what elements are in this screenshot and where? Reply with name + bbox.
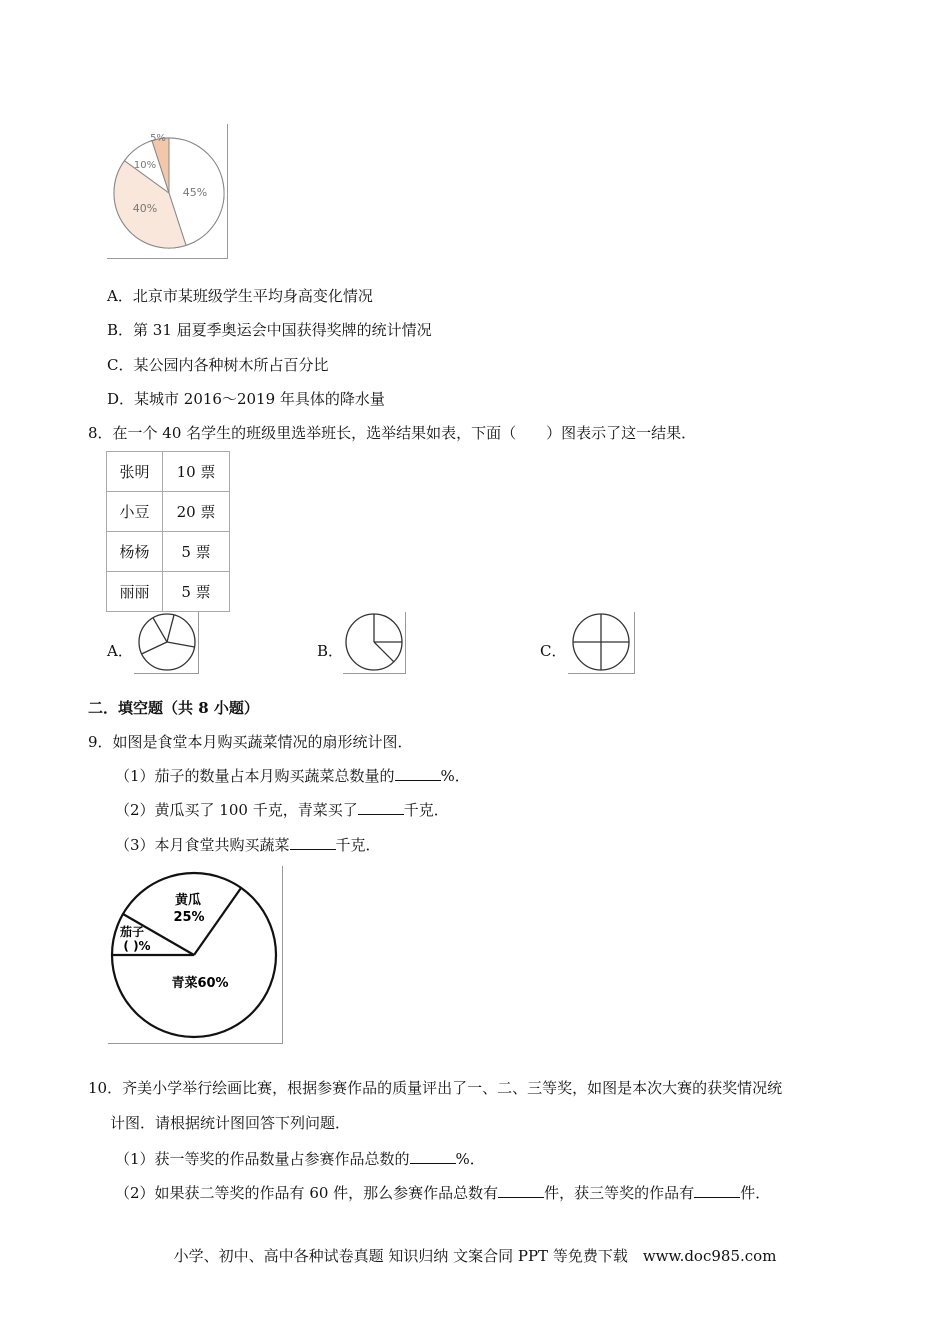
q9-sub1-unit: %． [440, 767, 470, 785]
q9-pie-chart [108, 866, 282, 1043]
q9-sub3 [115, 835, 381, 855]
q10-sub2-blank-total[interactable] [498, 1183, 544, 1198]
q10-sub1-unit: %． [455, 1150, 485, 1168]
q9-label-greens: 青菜60% [171, 976, 229, 991]
table-cell-votes: 5 票 [163, 572, 230, 612]
q7-slice-label-10: 10% [133, 160, 157, 171]
q10-sub2-text-c: 件． [740, 1184, 771, 1202]
q8-b-divider [374, 642, 394, 662]
table-cell-votes: 5 票 [163, 532, 230, 572]
q8-option-b-chart-frame [343, 612, 406, 674]
q8-option-c-label: C． [540, 642, 567, 660]
q9-sub2-unit: 千克． [403, 801, 449, 819]
q8-option-b-label: B． [317, 642, 344, 660]
q9-sub3-text: （3）本月食堂共购买蔬菜 [115, 836, 290, 854]
table-row [107, 452, 230, 492]
q7-slice-label-45: 45% [182, 186, 208, 199]
q8-option-b-chart [343, 612, 405, 673]
q7-option-a: A．北京市某班级学生平均身高变化情况 [107, 287, 373, 305]
q8-a-divider [153, 618, 167, 642]
q9-pie-chart-frame [108, 866, 283, 1044]
q9-sub2 [115, 800, 449, 820]
q9-label-cucumber-name: 黄瓜 [174, 893, 202, 908]
table-cell-name: 杨杨 [107, 532, 163, 572]
q8-option-c-chart-frame [568, 612, 635, 674]
q7-pie-chart-frame [107, 124, 228, 259]
q8-a-divider [167, 642, 195, 647]
q10-sub2-blank-third[interactable] [694, 1183, 740, 1198]
q9-sub3-unit: 千克． [335, 836, 381, 854]
table-cell-name: 张明 [107, 452, 163, 492]
q10-sub1 [115, 1149, 485, 1169]
table-cell-name: 丽丽 [107, 572, 163, 612]
q9-label-eggplant-pct: ( )% [123, 939, 151, 953]
q7-option-d: D．某城市 2016～2019 年具体的降水量 [107, 390, 385, 408]
q8-option-a-chart [134, 612, 198, 673]
q9-sub2-text: （2）黄瓜买了 100 千克，青菜买了 [115, 801, 358, 819]
q9-sub3-blank[interactable] [290, 835, 336, 850]
q9-sub1 [115, 766, 470, 786]
q9-sub2-blank[interactable] [358, 800, 404, 815]
q9-sub1-blank[interactable] [395, 766, 441, 781]
q7-option-b: B．第 31 届夏季奥运会中国获得奖牌的统计情况 [107, 321, 432, 339]
q10-sub2-text-a: （2）如果获二等奖的作品有 60 件，那么参赛作品总数有 [115, 1184, 499, 1202]
q8-a-divider [142, 642, 168, 654]
table-cell-votes: 10 票 [163, 452, 230, 492]
q7-option-c: C．某公园内各种树木所占百分比 [107, 356, 329, 374]
table-row [107, 492, 230, 532]
q10-sub2-text-b: 件，获三等奖的作品有 [544, 1184, 695, 1202]
q7-slice-label-40: 40% [132, 202, 158, 215]
q7-pie-chart [107, 124, 227, 258]
q10-stem-line1: 10．齐美小学举行绘画比赛，根据参赛作品的质量评出了一、二、三等奖，如图是本次大赛的获奖情况统 [88, 1079, 783, 1097]
table-cell-votes: 20 票 [163, 492, 230, 532]
q10-sub1-blank[interactable] [410, 1149, 456, 1164]
q8-a-divider [167, 615, 174, 642]
q10-sub1-text: （1）获一等奖的作品数量占参赛作品总数的 [115, 1150, 410, 1168]
q8-option-c-chart [568, 612, 634, 673]
q9-sub1-text: （1）茄子的数量占本月购买蔬菜总数量的 [115, 767, 395, 785]
q7-slice-label-5: 5% [150, 133, 166, 144]
table-row [107, 572, 230, 612]
table-cell-name: 小豆 [107, 492, 163, 532]
page-footer: 小学、初中、高中各种试卷真题 知识归纳 文案合同 PPT 等免费下载 www.doc985.com [173, 1247, 777, 1265]
q9-stem: 9．如图是食堂本月购买蔬菜情况的扇形统计图． [88, 733, 413, 751]
q8-option-a-label: A． [107, 642, 133, 660]
q9-label-eggplant-name: 茄子 [119, 925, 145, 939]
q9-label-cucumber-pct: 25% [173, 910, 205, 925]
q8-stem: 8．在一个 40 名学生的班级里选举班长，选举结果如表，下面（ ）图表示了这一结果． [88, 424, 697, 442]
section-2-title: 二．填空题（共 8 小题） [88, 699, 259, 717]
table-row [107, 532, 230, 572]
q8-option-a-chart-frame [134, 612, 199, 674]
q8-vote-table [106, 451, 230, 612]
q10-sub2 [115, 1183, 770, 1203]
q10-stem-line2: 计图．请根据统计图回答下列问题． [110, 1114, 351, 1132]
